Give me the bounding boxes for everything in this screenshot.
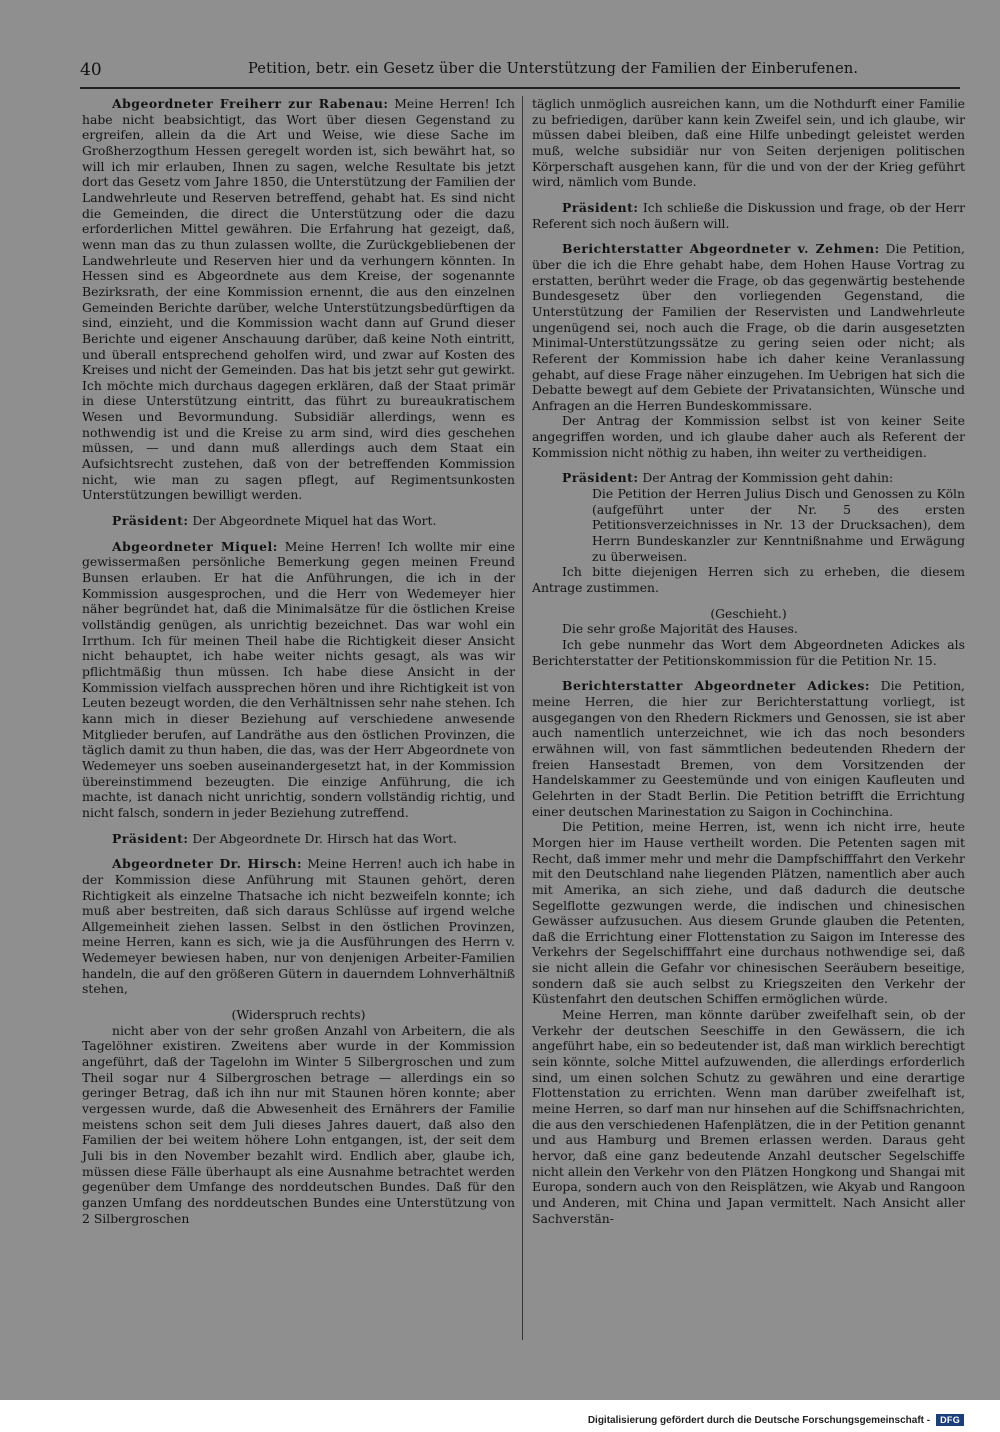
paragraph: [82, 1023, 515, 1227]
paragraph-text: Der Antrag der Kommission selbst ist von keiner Seite angegriffen worden, und ich glaube daher auch als Referent der Kommission nicht nöthig zu haben, ihn weiter zu vertheidigen.: [532, 413, 965, 460]
motion-quote: Die Petition der Herren Julius Disch und Genossen zu Köln (aufgeführt unter der Nr. 5 des ersten Petitionsverzeichnisses in Nr. 13 der Drucksachen), dem Herrn Bundeskanzler zur Kenntnißnahme und Erwägung zu überweisen.: [592, 486, 965, 564]
paragraph: [532, 621, 965, 637]
paragraph-text: Der Abgeordnete Dr. Hirsch hat das Wort.: [192, 830, 457, 846]
paragraph: [532, 819, 965, 1007]
stage-note: (Widerspruch rechts): [231, 1007, 366, 1023]
footer: [588, 1414, 964, 1426]
dfg-logo: DFG: [936, 1414, 964, 1426]
paragraph: [532, 413, 965, 460]
speaker-name: Abgeordneter Dr. Hirsch:: [112, 856, 303, 872]
paragraph: [532, 96, 965, 190]
paragraph: [532, 470, 965, 486]
speaker-name: Abgeordneter Freiherr zur Rabenau:: [112, 96, 389, 111]
paragraph-text: nicht aber von der sehr großen Anzahl von Arbeitern, die als Tagelöhner existiren. Zweitens aber wurde in der Kommission angeführt, daß der Tagelohn im Winter 5 Silbergroschen und zum Theil sogar nur 4 Silbergroschen betrage — allerdings ein so geringer Betrag, daß ich ihn nur mit Staunen hören konnte; aber vergessen wurde, daß die Abwesenheit des Ernährers der Familie meistens schon seit dem Juli dieses Jahres dauert, daß also den Familien der bei weitem höhere Lohn entgangen, ist, der seit dem Juli bis in den November bezahlt wird. Endlich aber, glaube ich, müssen diese Fälle überhaupt als eine Ausnahme betrachtet werden gegenüber dem Umfange des norddeutschen Bundes. Daß für den ganzen Umfang des norddeutschen Bundes eine Unterstützung von 2 Silbergroschen: [82, 1022, 515, 1226]
paragraph: [82, 539, 515, 821]
paragraph-text: Ich bitte diejenigen Herren sich zu erheben, die diesem Antrage zustimmen.: [532, 564, 965, 596]
right-column: [532, 96, 965, 1226]
paragraph-text: Meine Herren, man könnte darüber zweifelhaft sein, ob der Verkehr der deutschen Seeschiffe in den Gewässern, die ich angeführt habe, ein so bedeutender ist, daß man wirklich berechtigt sein könnte, solche Mittel aufzuwenden, die allerdings erforderlich sind, um einen solchen Schutz zu gewähren und eine derartige Flottenstation zu errichten. Wenn man darüber zweifelhaft ist, meine Herren, so darf man nur hinsehen auf die Schiffsnachrichten, die aus den verschiedenen Hafenplätzen, die in der Petition genannt und aus Hamburg und Bremen erlassen werden. Daraus geht hervor, daß eine ganz bedeutende Anzahl deutscher Segelschiffe nicht allein den Verkehr von den Plätzen Hongkong und Shangai mit Europa, sondern auch von den Reisplätzen, wie Akyab und Rangoon und Anderen, mit China und Japan vermittelt. Nach Ansicht aller Sachverstän-: [532, 1007, 965, 1226]
paragraph-text: Die Petition, meine Herren, die hier zur Berichterstattung vorliegt, ist ausgegangen von den Rhedern Rickmers und Genossen, sie ist aber auch namentlich unterzeichnet, wie ich das noch besonders erwähnen will, von fast sämmtlichen bedeutenden Rhedern der freien Hansestadt Bremen, von dem Vorsitzenden der Handelskammer zu Geestemünde und von einigen Kaufleuten und Gelehrten in der Stadt Berlin. Die Petition betrifft die Errichtung einer deutschen Marinestation zu Saigon in Cochinchina.: [532, 678, 965, 819]
speaker-name: Präsident:: [112, 513, 189, 529]
speaker-name: Berichterstatter Abgeordneter v. Zehmen:: [562, 241, 880, 257]
paragraph: [532, 1007, 965, 1226]
paragraph: [532, 678, 965, 819]
paragraph: [532, 200, 965, 231]
paragraph-text: Die Petition, über die ich die Ehre gehabt habe, dem Hohen Hause Vortrag zu erstatten, berührt weder die Frage, ob das gegenwärtig bestehende Bundesgesetz über den vorliegenden Gegenstand, die Unterstützung der Familien der Reservisten und Landwehrleute ungenügend sei, noch auch die Frage, ob die darin ausgesetzten Minimal-Unterstützungssätze zu gering seien oder nicht; als Referent der Kommission habe ich daher keine Veranlassung gehabt, auf diese Frage näher einzugehen. Im Uebrigen hat sich die Debatte bewegt auf dem Gebiete der Privatansichten, Wünsche und Anfragen an die Herren Bundeskommissare.: [532, 241, 965, 413]
paragraph-text: Der Abgeordnete Miquel hat das Wort.: [192, 513, 437, 529]
funding-note: Digitalisierung gefördert durch die Deutsche Forschungsgemeinschaft -: [587, 1414, 931, 1426]
paragraph: [532, 241, 965, 413]
paragraph-text: täglich unmöglich ausreichen kann, um die Nothdurft einer Familie zu befriedigen, darüber kann kein Zweifel sein, und ich glaube, wir müssen dabei bleiben, daß eine Hilfe unbedingt geleistet werden muß, welche subsidiär nur von Seiten derjenigen politischen Körperschaft ausgehen kann, für die und von der der Krieg geführt wird, nämlich vom Bunde.: [532, 96, 965, 190]
speaker-name: Präsident:: [112, 830, 189, 846]
running-title: Petition, betr. ein Gesetz über die Unterstützung der Familien der Einberufenen.: [248, 61, 859, 77]
paragraph: [82, 96, 515, 503]
paragraph: [532, 637, 965, 668]
paragraph-text: Meine Herren! Ich habe nicht beabsichtigt, das Wort über diesen Gegenstand zu ergreifen, allein da die Art und Weise, wie diese Sache im Großherzogthum Hessen geregelt worden ist, sich bewährt hat, so will ich mir erlauben, Ihnen zu sagen, welche Resultate bis jetzt dort das Gesetz vom Jahre 1850, die Unterstützung der Familien der Landwehrleute und Reserven betreffend, gehabt hat. Es sind nicht die Gemeinden, die direct die Unterstützung oder die dazu erforderlichen Mittel gewähren. Die Erfahrung hat gezeigt, daß, wenn man das zu thun zulassen wollte, die Zurückgebliebenen der Landwehrleute und Reserven hier und da verhungern könnten. In Hessen sind es Abgeordnete aus dem Kreise, der sogenannte Bezirksrath, der eine Kommission ernennt, die aus den einzelnen Gemeinden Berichte darüber, welche Unterstützungsbedürftigen da sind, einzieht, und die Kommission wacht dann auf Grund dieser Berichte und eigener Anschauung darüber, daß keine Noth eintritt, und überall entsprechend geholfen wird, und zwar auf Kosten des Kreises und nicht der Gemeinden. Das hat bis jetzt sehr gut gewirkt. Ich möchte mich durchaus dagegen erklären, daß der Staat primär in diese Unterstützung eintritt, das führt zu bureaukratischem Wesen und Bevormundung. Subsidiär allerdings, wenn es nothwendig ist und die Kreise zu arm sind, wird dies geschehen müssen, — und dann muß allerdings auch dem Staat ein Aufsichtsrecht zustehen, daß von der betreffenden Kommission nicht, wie man zu sagen pflegt, auf Regimentsunkosten Unterstützungen bewilligt werden.: [82, 96, 515, 503]
paragraph: [82, 513, 515, 529]
column-divider: [522, 96, 523, 1340]
paragraph-text: Ich gebe nunmehr das Wort dem Abgeordneten Adickes als Berichterstatter der Petitionskommission für die Petition Nr. 15.: [532, 637, 965, 668]
speaker-name: Abgeordneter Miquel:: [112, 538, 278, 554]
paragraph-text: Der Antrag der Kommission geht dahin:: [642, 470, 894, 486]
paragraph-text: Die Petition, meine Herren, ist, wenn ich nicht irre, heute Morgen hier im Hause vertheilt worden. Die Petenten sagen mit Recht, daß immer mehr und mehr die Dampfschifffahrt den Verkehr mit den Deutschland nahe liegenden Plätzen, namentlich aber auch mit Amerika, an sich ziehe, und daß dadurch die deutsche Segelflotte gezwungen werde, die indischen und chinesischen Gewässer aufzusuchen. Aus diesem Grunde glauben die Petenten, daß die Errichtung einer Flottenstation zu Saigon im Interesse des Verkehrs der Segelschifffahrt eine durchaus nothwendige sei, daß sie nicht allein die Gefahr vor chinesischen Seeräubern beseitige, sondern daß sie auch selbst zu Kriegszeiten den Verkehr der Küstenfahrt den deutschen Schiffen ermöglichen würde.: [532, 819, 965, 1007]
paragraph: [82, 831, 515, 847]
paragraph: [82, 856, 515, 997]
speaker-name: Berichterstatter Abgeordneter Adickes:: [562, 678, 870, 694]
page-number: 40: [80, 60, 102, 80]
paragraph-text: Ich schließe die Diskussion und frage, ob der Herr Referent sich noch äußern will.: [532, 199, 965, 231]
left-column: [82, 96, 515, 1226]
speaker-name: Präsident:: [562, 199, 639, 215]
paragraph-text: Die sehr große Majorität des Hauses.: [562, 621, 798, 637]
speaker-name: Präsident:: [562, 470, 639, 486]
paragraph: [532, 564, 965, 595]
header-rule: [80, 87, 960, 89]
paragraph-text: Meine Herren! auch ich habe in der Kommission diese Anführung mit Staunen gehört, deren Richtigkeit als einzelne Thatsache ich nicht bezweifeln konnte; ich muß aber bestreiten, daß sich daraus Schlüsse auf irgend welche Allgemeinheit ziehen lassen. Selbst in den östlichen Provinzen, meine Herren, kann es sich, wie ja die Ausführungen des Herrn v. Wedemeyer bewiesen haben, nur von denjenigen Arbeiter-Familien handeln, die auf den größeren Gütern in dauerndem Lohnverhältniß stehen,: [82, 856, 515, 997]
paragraph-text: Meine Herren! Ich wollte mir eine gewissermaßen persönliche Bemerkung gegen meinen Freund Bunsen erlauben. Er hat die Anführungen, die ich in der Kommission ausgesprochen, und die Herr von Wedemeyer hier näher begründet hat, daß die Minimalsätze für die östlichen Kreise vollständig genügen, als unrichtig bezeichnet. Das war wohl ein Irrthum. Ich für meinen Theil habe die Richtigkeit dieser Ansicht nicht behauptet, ich habe weiter nichts gesagt, als was wir pflichtmäßig thun müssen. Ich habe diese Ansicht in der Kommission vielfach aussprechen hören und ihre Richtigkeit ist von Leuten bezeugt worden, die den Verhältnissen sehr nahe stehen. Ich kann mich in dieser Beziehung auf verschiedene anwesende Mitglieder berufen, auf Landräthe aus den östlichen Provinzen, die täglich damit zu thun haben, die das, was der Herr Abgeordnete von Wedemeyer uns soeben auseinandergesetzt hat, in der Kommission übereinstimmend bezeugten. Die einzige Anführung, die ich machte, ist danach nicht unrichtig, sondern vollständig richtig, und nicht falsch, sondern in jeder Beziehung zutreffend.: [82, 538, 515, 820]
stage-note: (Geschieht.): [710, 605, 787, 621]
